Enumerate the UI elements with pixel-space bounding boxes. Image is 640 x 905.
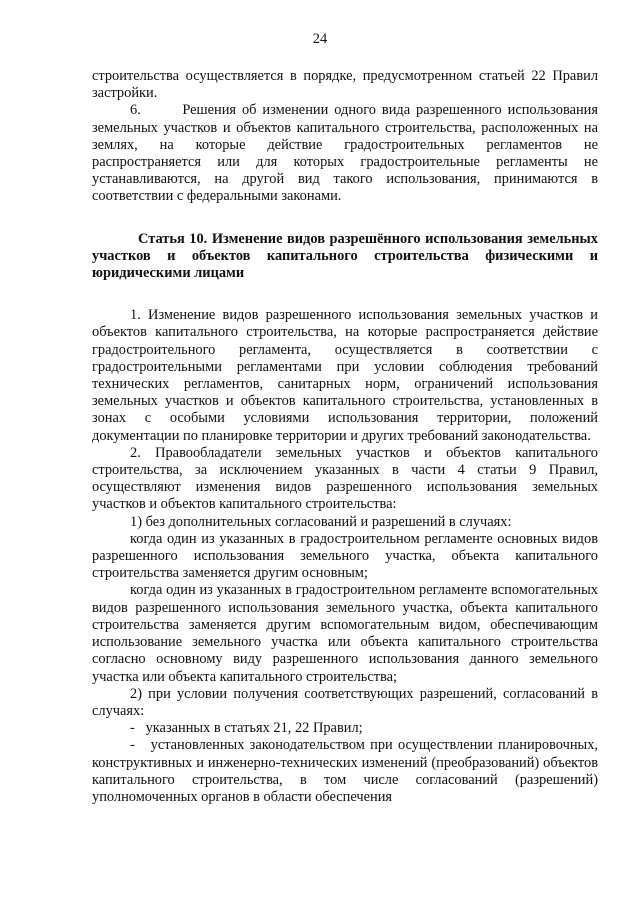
subitem-2: 2) при условии получения соответствующих разрешений, согласований в случаях: [92, 685, 598, 719]
article-heading: Статья 10. Изменение видов разрешённого использования земельных участков и объектов капитального строительства физическими и юридическими лицами [92, 230, 598, 282]
page-number: 24 [312, 31, 328, 47]
subitem-1-case-a: когда один из указанных в градостроительном регламенте основных видов разрешенного использования земельного участка, объекта капитального строительства заменяется другим основным; [92, 530, 598, 582]
dash-item-2: - установленных законодательством при осуществлении планировочных, конструктивных и инженерно-технических изменений (преобразований) объектов капитального строительства, в том числе согласований (разрешений) уполномоченных органов в области обеспечения [92, 737, 598, 805]
subitem-1-case-b: когда один из указанных в градостроительном регламенте вспомогательных видов разрешенного использования земельного участка, объекта капитального строительства заменяется другим вспомогательным видом, обеспечивающим использование земельного участка или объекта капитального строительства согласно основному виду разрешенного использования данного земельного участка или объекта капитального строительства; [92, 582, 598, 685]
paragraph-6: 6. Решения об изменении одного вида разрешенного использования земельных участков и объектов капитального строительства, расположенных на землях, на которые действие градостроительных регламентов не распространяется или для которых градостроительные регламенты не устанавливаются, на другой вид такого использования, принимаются в соответствии с федеральными законами. [92, 102, 598, 205]
subitem-1: 1) без дополнительных согласований и разрешений в случаях: [130, 513, 512, 530]
paragraph-2: 2. Правообладатели земельных участков и объектов капитального строительства, за исключением указанных в части 4 статьи 9 Правил, осуществляют изменения видов разрешенного использования земельных участков и объектов капитального строительства: [92, 444, 598, 513]
paragraph-1: 1. Изменение видов разрешенного использования земельных участков и объектов капитального строительства, на которые распространяется действие градостроительного регламента, осуществляется в соответствии с градостроительными регламентами при условии соблюдения требований технических регламентов, санитарных норм, ограничений использования земельных участков и объектов капитального строительства, установленных в зонах с особыми условиями использования территории, положений документации по планировке территории и других требований законодательства. [92, 307, 598, 444]
dash-item-1: - указанных в статьях 21, 22 Правил; [130, 720, 363, 737]
paragraph-continuation: строительства осуществляется в порядке, предусмотренном статьей 22 Правил застройки. [92, 68, 598, 102]
document-body [92, 68, 598, 806]
